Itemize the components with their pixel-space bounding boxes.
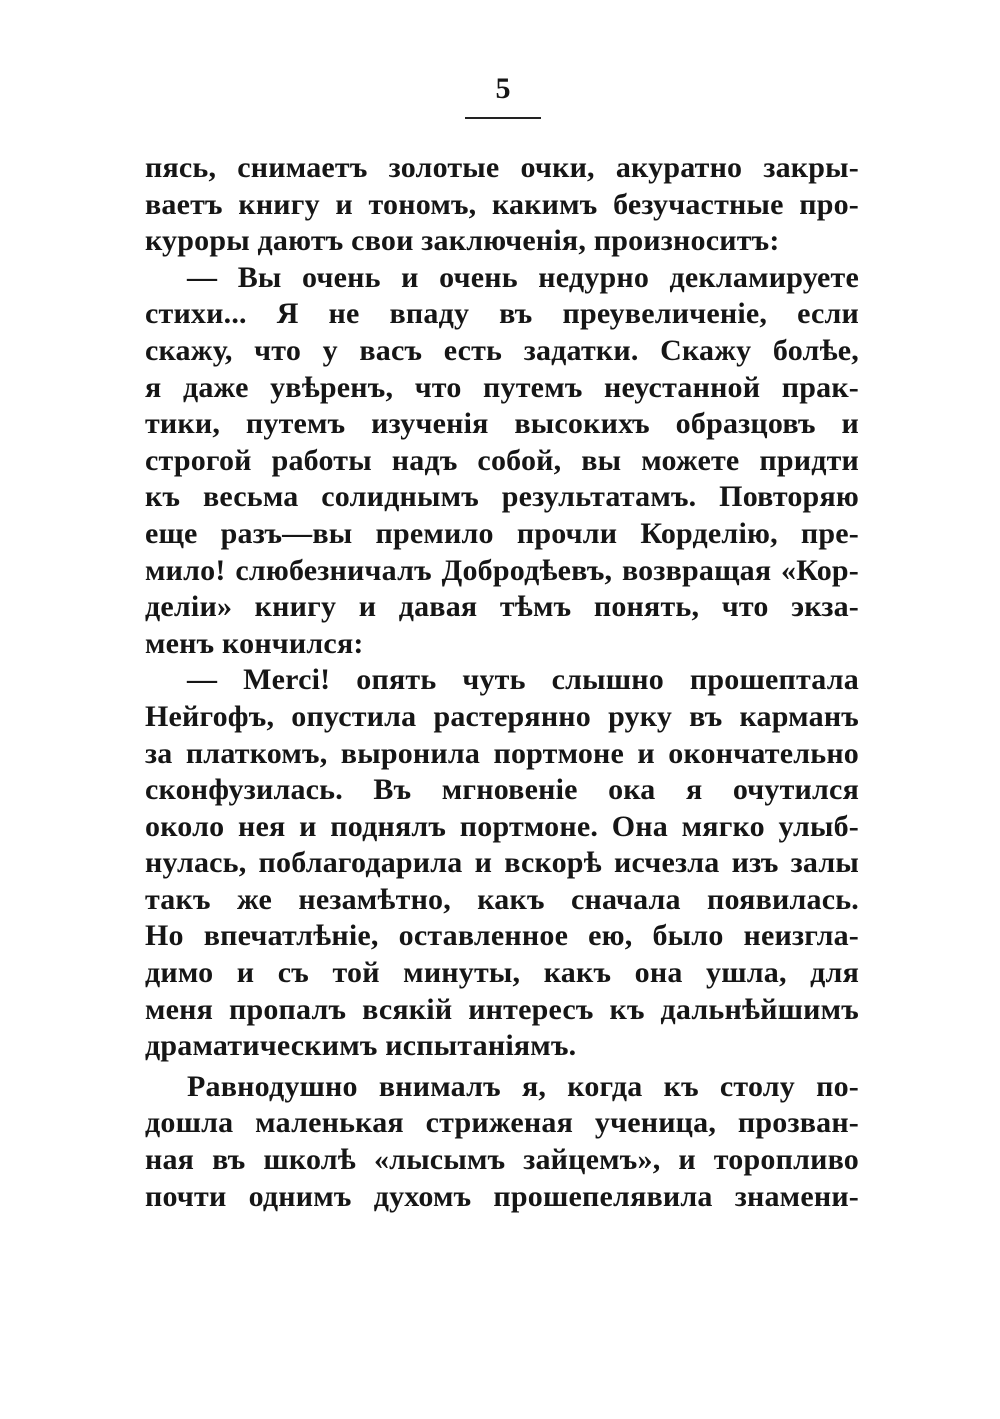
text-line: меня пропалъ всякій интересъ къ дальнѣйшимъ: [145, 992, 859, 1026]
text-line: нулась, поблагодарила и вскорѣ исчезла изъ залы: [145, 846, 859, 880]
text-line: пясь, снимаетъ золотые очки, акуратно закры-: [145, 151, 859, 184]
text-line: куроры даютъ свои заключенія, произноситъ:: [145, 224, 780, 258]
text-line: ваетъ книгу и тономъ, какимъ безучастные про-: [145, 187, 859, 221]
page-number-rule: [465, 117, 541, 119]
text-line: тики, путемъ изученія высокихъ образцовъ и: [145, 407, 859, 441]
text-line: такъ же незамѣтно, какъ сначала появилась.: [145, 882, 859, 916]
text-line: — Вы очень и очень недурно декламируете: [187, 260, 859, 294]
text-line: къ весьма солиднымъ результатамъ. Повторяю: [145, 480, 859, 514]
text-line: димо и съ той минуты, какъ она ушла, для: [145, 956, 859, 990]
text-line: строгой работы надъ собой, вы можете придти: [145, 443, 859, 477]
text-line: Но впечатлѣніе, оставленное ею, было неизгла-: [145, 919, 859, 953]
text-line: деліи» книгу и давая тѣмъ понять, что экза-: [145, 590, 859, 624]
text-line: мило! слюбезничалъ Добродѣевъ, возвращая «Кор-: [145, 553, 859, 587]
text-line: около нея и поднялъ портмоне. Она мягко улыб-: [145, 809, 859, 843]
text-line: менъ кончился:: [145, 626, 364, 660]
text-line: драматическимъ испытаніямъ.: [145, 1029, 577, 1063]
text-line: Нейгофъ, опустила растерянно руку въ карманъ: [145, 699, 859, 733]
body-text: [145, 150, 859, 1215]
text-line: дошла маленькая стриженая ученица, прозван-: [145, 1106, 859, 1140]
text-line: я даже увѣренъ, что путемъ неустанной прак-: [145, 370, 859, 404]
text-line: Равнодушно внималъ я, когда къ столу по-: [187, 1069, 859, 1103]
text-line: стихи... Я не впаду въ преувеличеніе, если: [145, 297, 859, 331]
text-line: еще разъ—вы премило прочли Корделію, пре-: [145, 516, 859, 550]
text-line: — Merci! опять чуть слышно прошептала: [187, 663, 859, 697]
text-line: за платкомъ, выронила портмоне и окончательно: [145, 736, 859, 770]
page-number: 5: [495, 72, 511, 105]
text-line: скажу, что у васъ есть задатки. Скажу болѣе,: [145, 333, 859, 367]
text-line: почти однимъ духомъ прошепелявила знамени-: [145, 1179, 859, 1213]
text-line: ная въ школѣ «лысымъ зайцемъ», и торопливо: [145, 1143, 859, 1177]
text-line: сконфузилась. Въ мгновеніе ока я очутился: [145, 773, 859, 807]
